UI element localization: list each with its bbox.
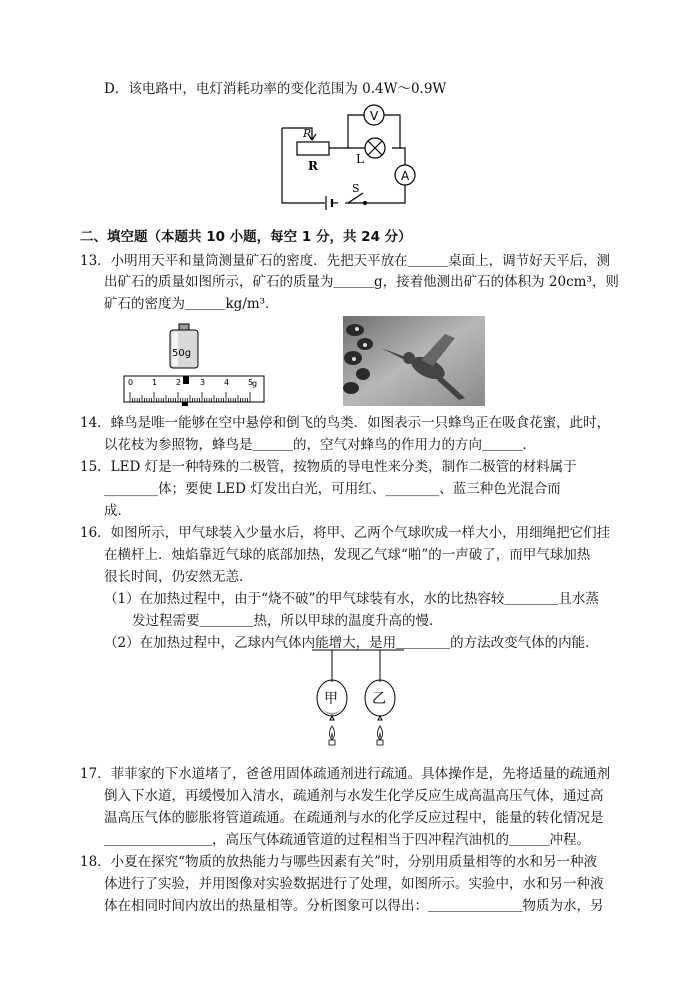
q16-sub2: （2）在加热过程中，乙球内气体内能增大，是用＿＿＿＿的方法改变气体的内能． bbox=[104, 635, 599, 651]
q16-line-2: 在横杆上．烛焰靠近气球的底部加热，发现乙气球“啪”的一声破了，而甲气球加热 bbox=[104, 547, 591, 563]
ammeter-label: A bbox=[401, 169, 410, 183]
q17-line-4: ＿＿＿＿＿＿＿＿，高压气体疏通管道的过程相当于四冲程汽油机的＿＿＿冲程。 bbox=[104, 832, 590, 848]
q14-line-2: 以花枝为参照物，蜂鸟是＿＿＿的，空气对蜂鸟的作用力的方向＿＿＿． bbox=[104, 437, 536, 453]
scale-tick-label: 3 bbox=[200, 378, 206, 387]
weight-label: 50g bbox=[172, 348, 192, 359]
q15-line-1: 15．LED 灯是一种特殊的二极管，按物质的导电性来分类，制作二极管的材料属于 bbox=[80, 459, 577, 475]
scale-tick-label: 5 bbox=[248, 378, 254, 387]
q15-line-3: 成． bbox=[104, 503, 131, 519]
q12-option-d: D．该电路中，电灯消耗功率的变化范围为 0.4W～0.9W bbox=[104, 81, 447, 97]
switch-label: S bbox=[352, 182, 360, 195]
voltmeter-label: V bbox=[370, 109, 379, 123]
q16-sub1-line-1: （1）在加热过程中，由于“烧不破”的甲气球装有水，水的比热容较＿＿＿＿且水蒸 bbox=[104, 591, 599, 607]
q17-line-3: 温高压气体的膨胀将管道疏通。在疏通剂与水的化学反应过程中，能量的转化情况是 bbox=[104, 810, 604, 826]
hummingbird-photo bbox=[343, 316, 485, 406]
section-title: 二、填空题（本题共 10 小题，每空 1 分，共 24 分） bbox=[80, 229, 412, 245]
q18-line-3: 体在相同时间内放出的热量相等。分析图象可以得出：＿＿＿＿＿＿＿物质为水，另 bbox=[104, 898, 604, 914]
balloon-b-label: 乙 bbox=[372, 691, 386, 707]
rider-marker bbox=[183, 376, 189, 384]
q13-line-2: 出矿石的质量如图所示，矿石的质量为＿＿＿g，接着他测出矿石的体积为 20cm³，则 bbox=[104, 274, 619, 290]
q16-line-3: 很长时间，仍安然无恙． bbox=[104, 569, 253, 585]
balance-figure bbox=[120, 318, 270, 410]
balloons-figure bbox=[308, 648, 408, 748]
q16-sub1-line-2: 发过程需要＿＿＿＿热，所以甲球的温度升高的慢． bbox=[132, 613, 443, 629]
resistor-label: R bbox=[308, 159, 318, 173]
circuit-diagram bbox=[270, 100, 420, 212]
scale-tick-label: 0 bbox=[128, 378, 134, 387]
q13-line-1: 13．小明用天平和量筒测量矿石的密度．先把天平放在＿＿＿桌面上，调节好天平后，测 bbox=[80, 253, 611, 269]
scale-tick-label: 1 bbox=[152, 378, 158, 387]
q16-line-1: 16．如图所示，甲气球装入少量水后，将甲、乙两个气球吹成一样大小，用细绳把它们挂 bbox=[80, 525, 611, 541]
balloon-a-label: 甲 bbox=[324, 691, 338, 707]
q17-line-1: 17．菲菲家的下水道堵了，爸爸用固体疏通剂进行疏通。具体操作是，先将适量的疏通剂 bbox=[80, 766, 611, 782]
scale-unit: g bbox=[252, 379, 258, 388]
q17-line-2: 倒入下水道，再缓慢加入清水，疏通剂与水发生化学反应生成高温高压气体，通过高 bbox=[104, 788, 604, 804]
q15-line-2: ________体；要使 LED 灯发出白光，可用红、________、蓝三种色光混合而 bbox=[104, 481, 561, 497]
q13-line-3: 矿石的密度为＿＿＿kg/m³． bbox=[104, 296, 279, 312]
q14-line-1: 14．蜂鸟是唯一能够在空中悬停和倒飞的鸟类．如图表示一只蜂鸟正在吸食花蜜，此时， bbox=[80, 415, 611, 431]
scale-tick-label: 2 bbox=[176, 378, 182, 387]
lamp-label: L bbox=[356, 152, 364, 166]
scale-tick-label: 4 bbox=[224, 378, 230, 387]
q18-line-2: 体进行了实验，并用图像对实验数据进行了处理，如图所示。实验中，水和另一种液 bbox=[104, 876, 604, 892]
q18-line-1: 18．小夏在探究“物质的放热能力与哪些因素有关”时，分别用质量相等的水和另一种液 bbox=[80, 854, 597, 870]
slider-label: P bbox=[303, 127, 311, 140]
